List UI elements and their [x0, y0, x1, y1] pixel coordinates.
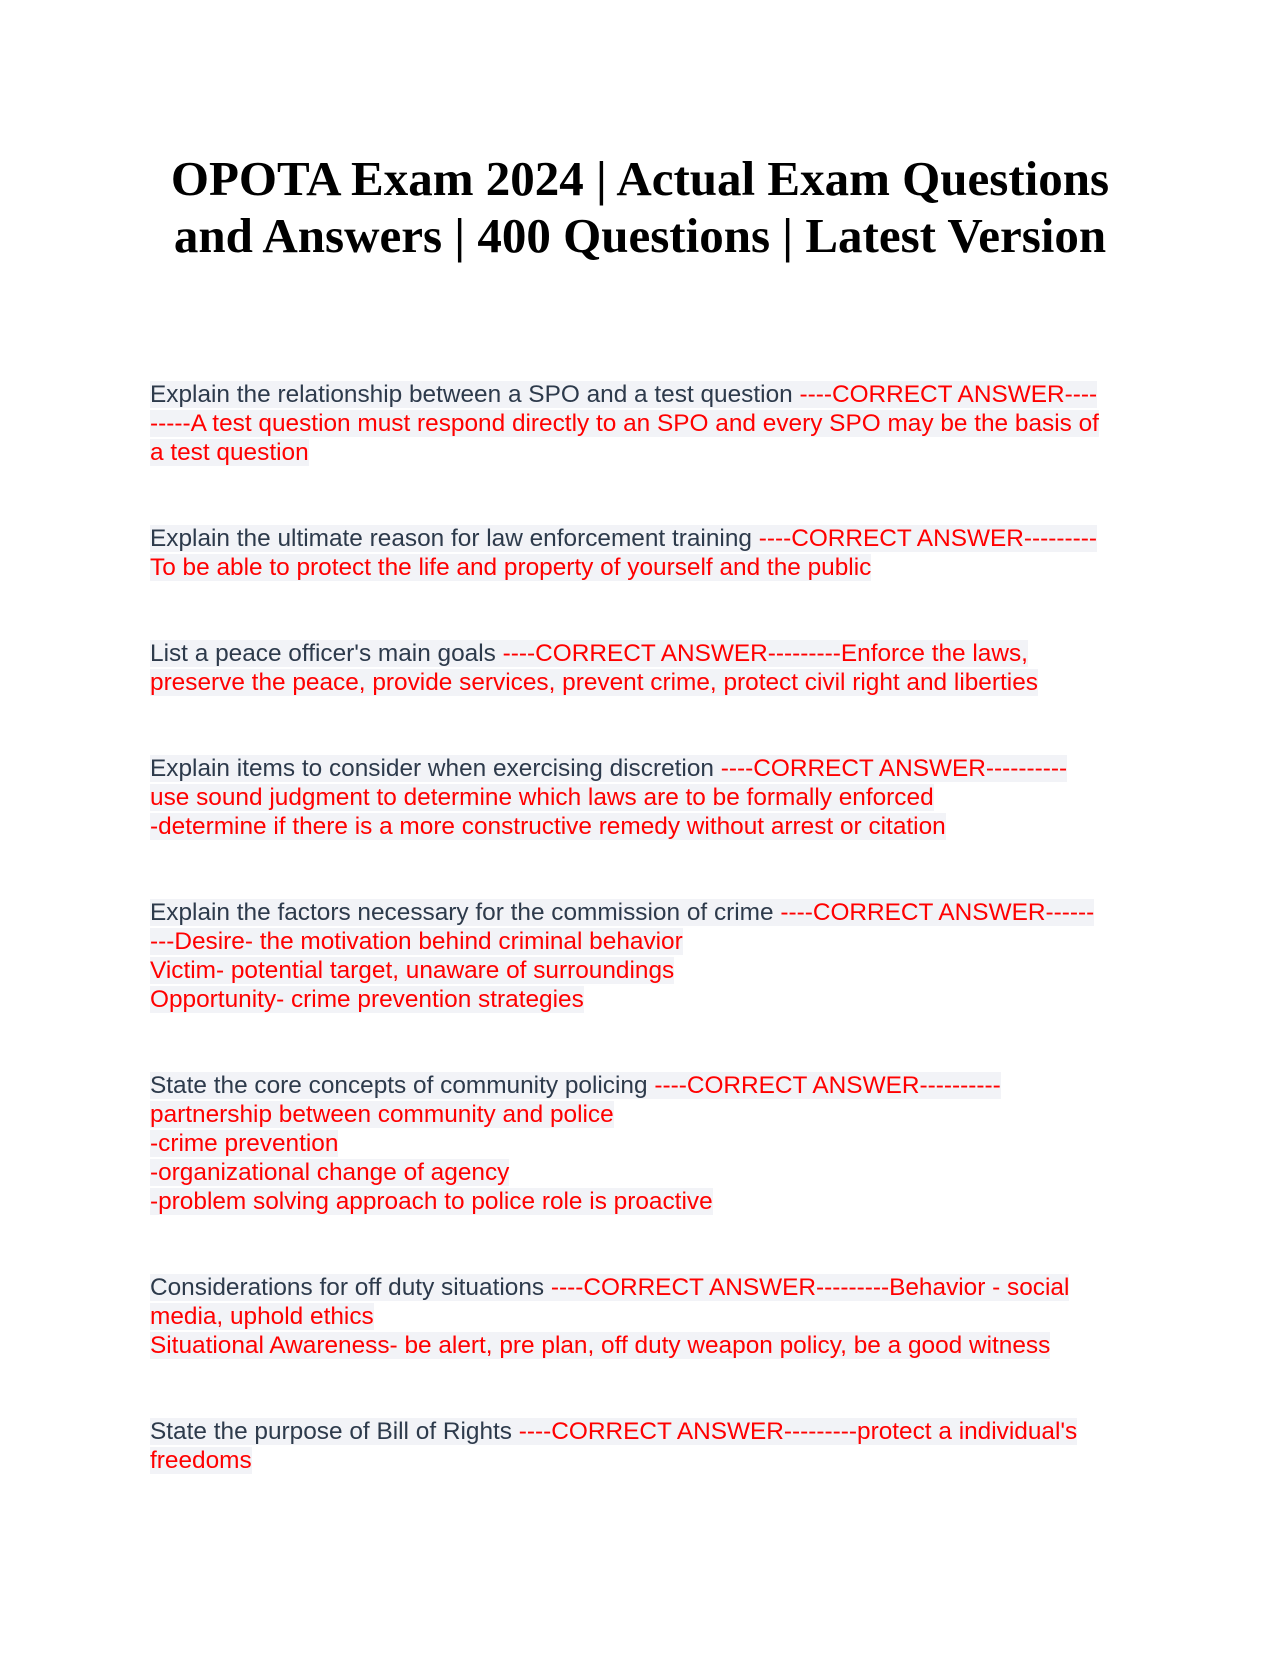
qa-line: [150, 1129, 1130, 1158]
qa-item-crime-factors: [150, 898, 1130, 1014]
qa-line: [150, 985, 1130, 1014]
qa-line: [150, 956, 1130, 985]
answer-text: ----CORRECT ANSWER----: [799, 381, 1098, 408]
qa-line: [150, 1187, 1130, 1216]
qa-line: [150, 639, 1130, 668]
qa-line: [150, 1158, 1130, 1187]
qa-line: [150, 438, 1130, 467]
question-text: Explain the ultimate reason for law enforcement training: [150, 525, 759, 552]
qa-line: [150, 1302, 1130, 1331]
page-title-line-2: and Answers | 400 Questions | Latest Version: [173, 208, 1107, 263]
qa-line: [150, 898, 1130, 927]
question-text: State the purpose of Bill of Rights: [150, 1418, 519, 1445]
answer-text: ----CORRECT ANSWER---------Enforce the laws,: [502, 640, 1028, 667]
answer-text: preserve the peace, provide services, prevent crime, protect civil right and liberties: [150, 669, 1038, 696]
answer-text: media, uphold ethics: [150, 1303, 374, 1330]
qa-line: [150, 380, 1130, 409]
question-text: Explain the factors necessary for the commission of crime: [150, 899, 781, 926]
answer-text: partnership between community and police: [150, 1101, 614, 1128]
qa-item-off-duty: [150, 1273, 1130, 1360]
question-text: State the core concepts of community policing: [150, 1072, 655, 1099]
qa-line: [150, 1446, 1130, 1475]
qa-line: [150, 1071, 1130, 1100]
qa-line: [150, 1100, 1130, 1129]
qa-line: [150, 783, 1130, 812]
question-text: Considerations for off duty situations: [150, 1274, 551, 1301]
answer-text: -crime prevention: [150, 1130, 339, 1157]
answer-text: ----CORRECT ANSWER---------protect a individual's: [518, 1418, 1078, 1445]
page-title-line-1: OPOTA Exam 2024 | Actual Exam Questions: [170, 151, 1110, 206]
question-text: Explain the relationship between a SPO and a test question: [150, 381, 800, 408]
qa-line: [150, 1331, 1130, 1360]
answer-text: -organizational change of agency: [150, 1159, 510, 1186]
answer-text: -----A test question must respond directly to an SPO and every SPO may be the basis of: [150, 410, 1099, 437]
question-text: Explain items to consider when exercising discretion: [150, 755, 721, 782]
answer-text: -determine if there is a more constructive remedy without arrest or citation: [150, 813, 946, 840]
answer-text: ---Desire- the motivation behind criminal behavior: [150, 928, 683, 955]
qa-line: [150, 553, 1130, 582]
answer-text: ----CORRECT ANSWER------: [780, 899, 1095, 926]
qa-line: [150, 524, 1130, 553]
page-title: [0, 150, 1280, 264]
answer-text: -problem solving approach to police role is proactive: [150, 1188, 713, 1215]
answer-text: Situational Awareness- be alert, pre plan, off duty weapon policy, be a good witness: [150, 1332, 1051, 1359]
answer-text: Opportunity- crime prevention strategies: [150, 986, 584, 1013]
qa-line: [150, 754, 1130, 783]
qa-item-training: [150, 524, 1130, 582]
qa-line: [150, 1417, 1130, 1446]
answer-text: ----CORRECT ANSWER----------: [654, 1072, 1001, 1099]
answer-text: To be able to protect the life and property of yourself and the public: [150, 554, 872, 581]
qa-item-spo: [150, 380, 1130, 467]
qa-line: [150, 927, 1130, 956]
qa-line: [150, 812, 1130, 841]
qa-item-bill-of-rights: [150, 1417, 1130, 1475]
answer-text: ----CORRECT ANSWER---------: [758, 525, 1097, 552]
question-text: List a peace officer's main goals: [150, 640, 503, 667]
qa-item-goals: [150, 639, 1130, 697]
qa-item-community-policing: [150, 1071, 1130, 1216]
qa-line: [150, 1273, 1130, 1302]
answer-text: a test question: [150, 439, 309, 466]
answer-text: ----CORRECT ANSWER---------Behavior - social: [550, 1274, 1070, 1301]
answer-text: ----CORRECT ANSWER----------: [720, 755, 1068, 782]
answer-text: Victim- potential target, unaware of surroundings: [150, 957, 675, 984]
qa-item-discretion: [150, 754, 1130, 841]
qa-line: [150, 668, 1130, 697]
answer-text: freedoms: [150, 1447, 252, 1474]
answer-text: use sound judgment to determine which laws are to be formally enforced: [150, 784, 934, 811]
qa-line: [150, 409, 1130, 438]
